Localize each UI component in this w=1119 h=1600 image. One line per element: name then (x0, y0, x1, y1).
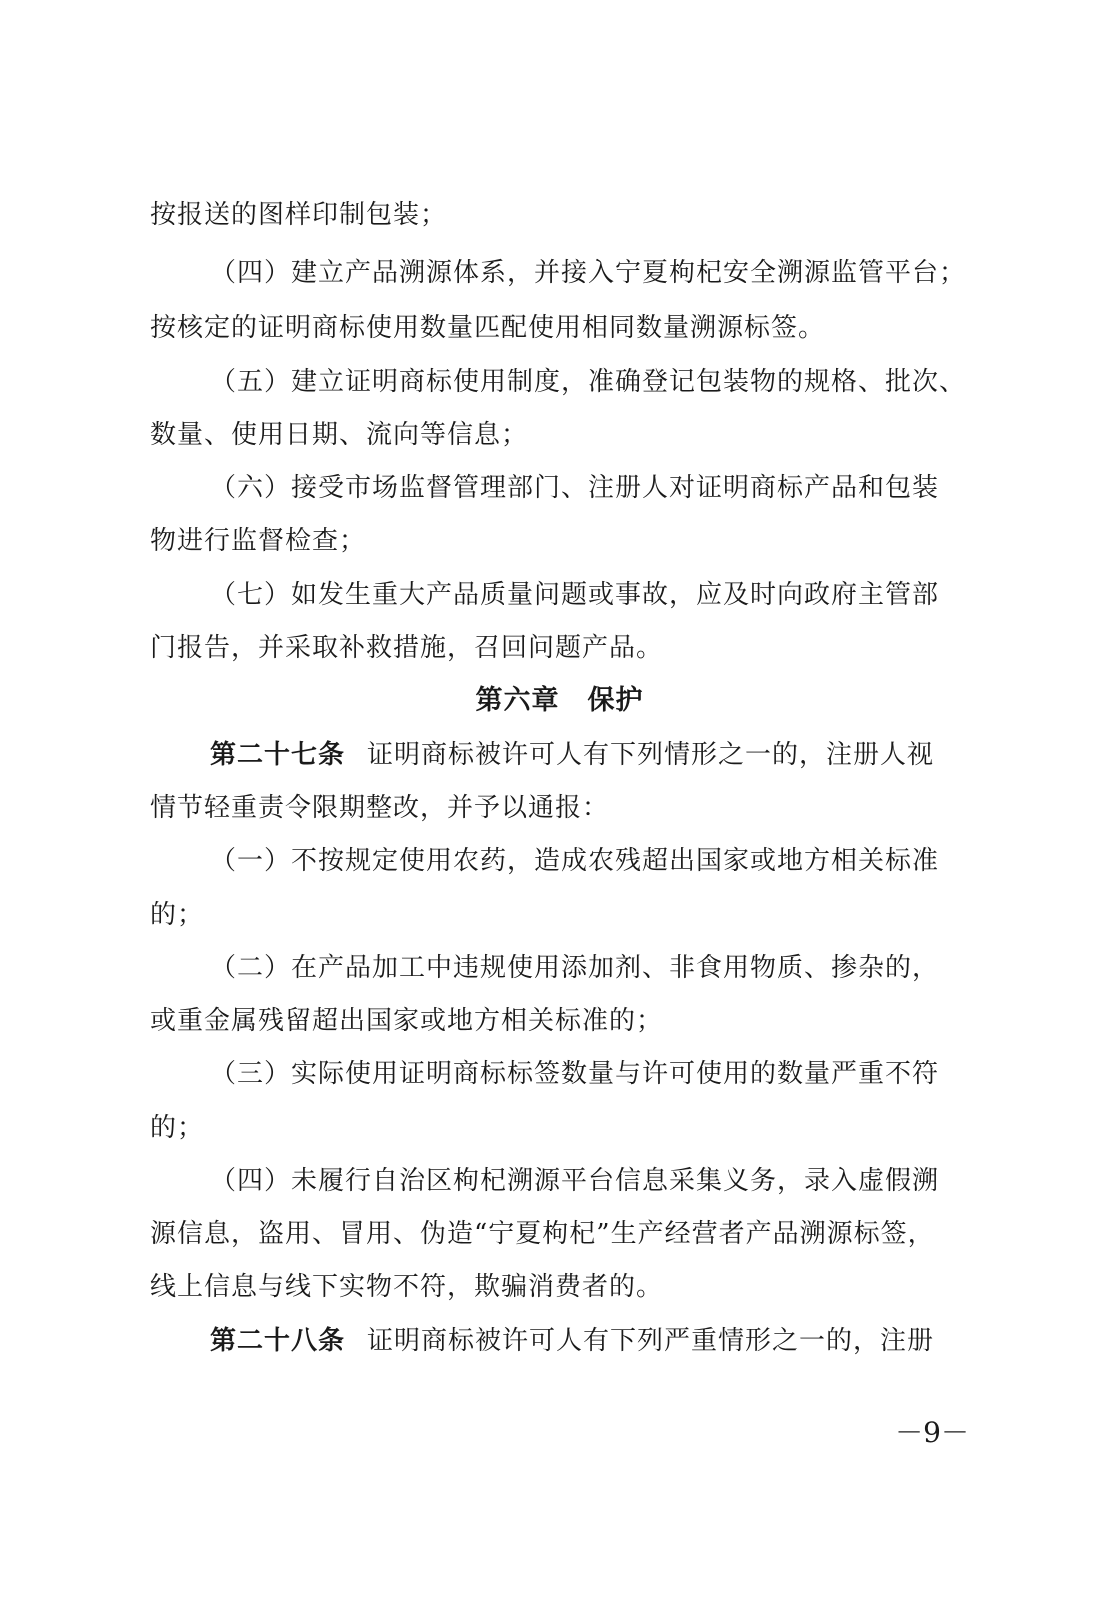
text-line: （六）接受市场监督管理部门、注册人对证明商标产品和包装 (210, 473, 940, 503)
text-line: 的； (150, 1113, 205, 1143)
article-28-label: 第二十八条 (210, 1326, 346, 1356)
text-line: （七）如发生重大产品质量问题或事故，应及时向政府主管部 (210, 580, 940, 610)
text-line: （一）不按规定使用农药，造成农残超出国家或地方相关标准 (210, 846, 940, 876)
article-27-label: 第二十七条 (210, 740, 346, 770)
text-line: （五）建立证明商标使用制度，准确登记包装物的规格、批次、 (210, 367, 967, 397)
text-line: （四）未履行自治区枸杞溯源平台信息采集义务，录入虚假溯 (210, 1166, 940, 1196)
article-27-line (210, 737, 1030, 773)
text-line: 按报送的图样印制包装； (150, 200, 448, 230)
text-line: 或重金属残留超出国家或地方相关标准的； (150, 1006, 664, 1036)
text-line: （三）实际使用证明商标标签数量与许可使用的数量严重不符 (210, 1059, 940, 1089)
text-line: 源信息，盗用、冒用、伪造“宁夏枸杞”生产经营者产品溯源标签， (150, 1219, 935, 1249)
text-line: 数量、使用日期、流向等信息； (150, 420, 529, 450)
text-line: （四）建立产品溯源体系，并接入宁夏枸杞安全溯源监管平台； (210, 258, 967, 288)
page-number: －9－ (895, 1416, 969, 1449)
text-line: 按核定的证明商标使用数量匹配使用相同数量溯源标签。 (150, 313, 826, 343)
text-line: 的； (150, 900, 205, 930)
article-28-text: 证明商标被许可人有下列严重情形之一的，注册 (367, 1326, 935, 1356)
text-line: 物进行监督检查； (150, 526, 367, 556)
article-27-text: 证明商标被许可人有下列情形之一的，注册人视 (367, 740, 935, 770)
text-line: 门报告，并采取补救措施，召回问题产品。 (150, 633, 664, 663)
text-line: （二）在产品加工中违规使用添加剂、非食用物质、掺杂的， (210, 953, 940, 983)
text-line: 情节轻重责令限期整改，并予以通报： (150, 793, 610, 823)
chapter-title: 第六章 保护 (475, 685, 644, 716)
text-line: 线上信息与线下实物不符，欺骗消费者的。 (150, 1272, 664, 1302)
article-28-line (210, 1323, 1030, 1359)
